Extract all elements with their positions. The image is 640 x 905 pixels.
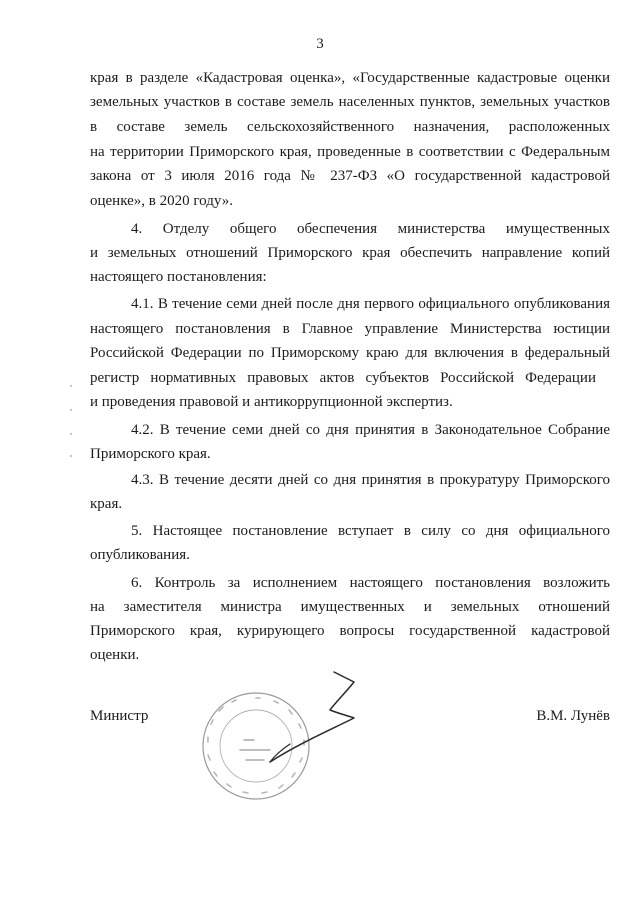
text-line: 4. Отделу общего обеспечения министерства имущественных	[131, 221, 610, 237]
text-line: оценки.	[90, 647, 140, 663]
page-number: 3	[316, 36, 324, 52]
text-line: Приморского края.	[90, 446, 211, 462]
signatory-name: В.М. Лунёв	[536, 708, 610, 724]
handwritten-signature	[250, 666, 360, 770]
text-line: 4.3. В течение десяти дней со дня принятия в прокуратуру Приморского	[131, 472, 610, 488]
text-line: Приморского края, курирующего вопросы государственной кадастровой	[90, 623, 610, 639]
text-line: Российской Федерации по Приморскому краю для включения в федеральный	[90, 345, 610, 361]
signatory-title: Министр	[90, 708, 149, 724]
text-line: и земельных отношений Приморского края обеспечить направление копий	[90, 245, 610, 261]
text-line: и проведения правовой и антикоррупционной экспертиз.	[90, 394, 453, 410]
text-line: на заместителя министра имущественных и земельных отношений	[90, 599, 610, 615]
text-line: настоящего постановления в Главное управление Министерства юстиции	[90, 321, 610, 337]
text-line: 5. Настоящее постановление вступает в силу со дня официального	[131, 523, 610, 539]
text-line: 6. Контроль за исполнением настоящего постановления возложить	[131, 575, 610, 591]
text-line: края.	[90, 496, 123, 512]
text-line: 4.2. В течение семи дней со дня принятия в Законодательное Собрание	[131, 422, 610, 438]
text-line: края в разделе «Кадастровая оценка», «Государственные кадастровые оценки	[90, 70, 610, 86]
text-line: настоящего постановления:	[90, 269, 267, 285]
text-line: закона от 3 июля 2016 года № 237-ФЗ «О государственной кадастровой	[90, 168, 610, 184]
text-line: оценке», в 2020 году».	[90, 193, 233, 209]
text-line: 4.1. В течение семи дней после дня первого официального опубликования	[131, 296, 610, 312]
text-line: в составе земель сельскохозяйственного назначения, расположенных	[90, 119, 610, 135]
text-line: земельных участков в составе земель населенных пунктов, земельных участков	[90, 94, 610, 110]
text-line: опубликования.	[90, 547, 190, 563]
margin-marks	[68, 380, 74, 460]
text-line: регистр нормативных правовых актов субъектов Российской Федерации	[90, 370, 596, 386]
text-line: на территории Приморского края, проведенные в соответствии с Федеральным	[90, 144, 610, 160]
